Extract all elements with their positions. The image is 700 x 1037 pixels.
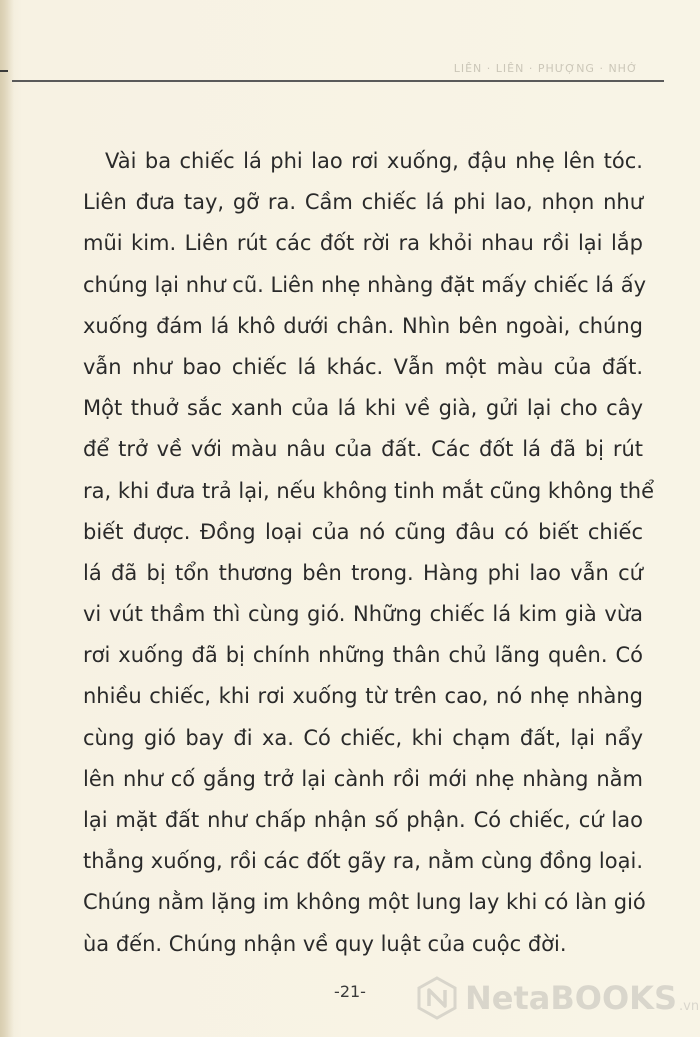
text-line: Liên đưa tay, gỡ ra. Cầm chiếc lá phi lao, nhọn như [83,190,643,215]
text-line: thẳng xuống, rồi các đốt gãy ra, nằm cùng đồng loại. [83,849,643,874]
text-line: xuống đám lá khô dưới chân. Nhìn bên ngoài, chúng [83,313,643,338]
text-line: lại mặt đất như chấp nhận số phận. Có chiếc, cứ lao [83,808,643,832]
hexagon-n-logo-icon [415,976,459,1020]
text-line: Một thuở sắc xanh của lá khi về già, gửi lại cho cây [83,396,643,421]
watermark [415,972,699,1024]
text-line: ùa đến. Chúng nhận về quy luật của cuộc đời. [83,931,567,956]
text-line: nhiều chiếc, khi rơi xuống từ trên cao, nó nhẹ nhàng [83,684,643,709]
text-line: vi vút thầm thì cùng gió. Những chiếc lá kim già vừa [83,602,643,627]
text-line: ra, khi đưa trả lại, nếu không tinh mắt cũng không thể [83,478,655,503]
text-line: biết được. Đồng loại của nó cũng đâu có biết chiếc [83,519,643,544]
watermark-brand: NetaBOOKS [465,979,678,1017]
page-number: -21- [334,982,366,1001]
running-head: LIÊN · LIÊN · PHƯỢNG · NHỚ [453,62,638,75]
watermark-suffix: .vn [679,999,700,1014]
header-rule [12,80,664,82]
body-text [83,141,655,965]
text-line: để trở về với màu nâu của đất. Các đốt lá đã bị rút [83,437,643,462]
page-gutter-shadow [0,0,14,1037]
text-line: lá đã bị tổn thương bên trong. Hàng phi lao vẫn cứ [83,560,643,585]
text-line: lên như cố gắng trở lại cành rồi mới nhẹ nhàng nằm [83,766,643,791]
text-line: chúng lại như cũ. Liên nhẹ nhàng đặt mấy chiếc lá ấy [83,272,647,297]
text-line: rơi xuống đã bị chính những thân chủ lãng quên. Có [83,643,643,668]
text-line: mũi kim. Liên rút các đốt rời ra khỏi nhau rồi lại lắp [83,231,643,256]
text-line: Vài ba chiếc lá phi lao rơi xuống, đậu nhẹ lên tóc. [105,149,643,173]
gutter-mark [0,70,8,72]
text-line: cùng gió bay đi xa. Có chiếc, khi chạm đất, lại nẩy [83,725,643,750]
text-line: vẫn như bao chiếc lá khác. Vẫn một màu của đất. [83,354,643,379]
text-line: Chúng nằm lặng im không một lung lay khi có làn gió [83,890,646,915]
